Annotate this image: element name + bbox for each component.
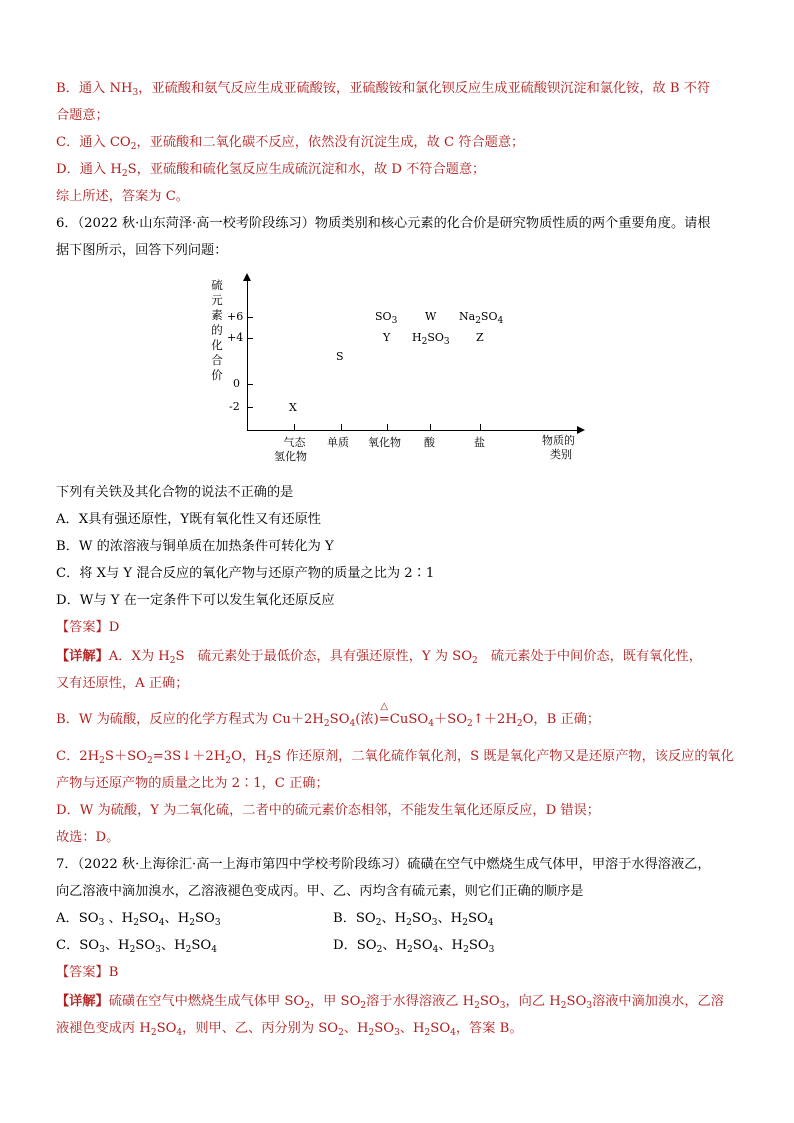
y-axis-arrow [243, 273, 251, 281]
x-axis-label: 物质的 类别 [542, 434, 575, 461]
q7-option-b: B．$SO_2$、$H_2SO_3$、$H_2SO_4$ [333, 911, 494, 928]
q6-answer: 【答案】D [56, 620, 120, 635]
q7-stem-line2: 向乙溶液中滴加溴水，乙溶液褪色变成丙。甲、乙、丙均含有硫元素，则它们正确的顺序是 [56, 884, 584, 899]
q6-stem-line2: 据下图所示，回答下列问题： [56, 243, 228, 258]
q6-detail-a-line2: 又有还原性，A 正确； [56, 676, 189, 691]
x-tick [480, 424, 481, 430]
q6-detail-d: D．W 为硫酸，Y 为二氧化硫，二者中的硫元素价态相邻，不能发生氧化还原反应，D 错误； [56, 803, 600, 818]
heat-symbol: △ = [378, 701, 390, 727]
point-so3: $SO_3$ [375, 310, 398, 326]
q6-detail-a-line1: 【详解】A．X为 $H_2S$ 硫元素处于最低价态，具有强还原性，Y 为 $SO_2$ 硫元素处于中间价态，既有氧化性， [56, 649, 702, 666]
y-tick-minus2 [247, 407, 253, 408]
valence-chart [200, 270, 600, 475]
q7-option-a: A．$SO_3$ 、$H_2SO_4$、$H_2SO_3$ [56, 911, 221, 928]
q6-option-b: B．W 的浓溶液与铜单质在加热条件可转化为 Y [56, 539, 334, 554]
y-tick-label: +6 [227, 310, 244, 323]
point-y: Y [383, 331, 391, 344]
x-category-salt: 盐 [474, 436, 485, 449]
q7-detail-line2: 液褪色变成丙 $H_2SO_4$，则甲、乙、丙分别为 $SO_2$、$H_2SO_3$、$H_2SO_4$，答案 B。 [56, 1021, 523, 1038]
y-tick-label: 0 [233, 377, 240, 390]
q7-stem-line1: 7．（2022 秋·上海徐汇·高一上海市第四中学校考阶段练习）硫磺在空气中燃烧生成气体甲，甲溶于水得溶液乙， [56, 857, 711, 872]
point-h2so3: $H_2SO_3$ [412, 331, 450, 347]
x-category-acid: 酸 [424, 436, 435, 449]
x-tick [387, 424, 388, 430]
x-tick [294, 424, 295, 430]
y-tick-label: +4 [227, 331, 244, 344]
point-s: S [336, 350, 344, 363]
x-category-oxide: 氧化物 [368, 436, 401, 449]
q6-option-d: D．W与 Y 在一定条件下可以发生氧化还原反应 [56, 593, 335, 608]
x-category-element: 单质 [327, 436, 349, 449]
x-tick [341, 424, 342, 430]
y-tick-plus6 [247, 317, 253, 318]
y-tick-plus4 [247, 338, 253, 339]
q6-detail-c-line2: 产物与还原产物的质量之比为 2∶1，C 正确； [56, 776, 329, 791]
y-tick-label: -2 [229, 400, 240, 413]
q7-option-c: C．$SO_3$、$H_2SO_3$、$H_2SO_4$ [56, 938, 217, 955]
x-category-gaseous-hydride: 气态 氢化物 [274, 436, 307, 463]
point-na2so4: $Na_2SO_4$ [459, 310, 504, 326]
q7-detail-line1: 【详解】硫磺在空气中燃烧生成气体甲 $SO_2$，甲 $SO_2$溶于水得溶液乙 $H_2SO_3$，向乙 $H_2SO_3$溶液中滴加溴水，乙溶 [56, 994, 724, 1011]
q6-question: 下列有关铁及其化合物的说法不正确的是 [56, 485, 294, 500]
q6-detail-b: B．W 为硫酸，反应的化学方程式为 $Cu+2H_2SO_4$(浓) △ $=CuSO_4+SO_2↑+2H_2O$，B 正确； [56, 701, 601, 729]
q5-option-b-line1: B．通入 $NH_3$，亚硫酸和氨气反应生成亚硫酸铵，亚硫酸铵和氯化钡反应生成亚硫酸钡沉淀和氯化铵，故 B 不符 [56, 81, 711, 98]
x-tick [430, 424, 431, 430]
q7-answer: 【答案】B [56, 965, 119, 980]
q5-option-c: C．通入 $CO_2$，亚硫酸和二氧化碳不反应，依然没有沉淀生成，故 C 符合题意； [56, 135, 525, 152]
q7-option-d: D．$SO_2$、$H_2SO_4$、$H_2SO_3$ [333, 938, 495, 955]
point-w: W [425, 310, 437, 323]
y-tick-0 [247, 384, 253, 385]
q6-conclusion: 故选：D。 [56, 830, 120, 845]
q6-detail-c-line1: C．$2H_2S+SO_2=3S↓+2H_2O$，$H_2S$ 作还原剂，二氧化硫作氧化剂，S 既是氧化产物又是还原产物，该反应的氧化 [56, 749, 734, 766]
q5-summary: 综上所述，答案为 C。 [56, 189, 189, 204]
y-axis-label: 硫 元 素 的 化 合 价 [211, 278, 223, 382]
q6-option-c: C．将 X与 Y 混合反应的氧化产物与还原产物的质量之比为 2∶1 [56, 566, 435, 581]
x-axis [247, 430, 577, 431]
q6-stem-line1: 6．（2022 秋·山东菏泽·高一校考阶段练习）物质类别和核心元素的化合价是研究物质性质的两个重要角度。请根 [56, 216, 711, 231]
point-x: X [289, 401, 297, 414]
point-z: Z [476, 331, 484, 344]
x-axis-arrow [577, 426, 585, 434]
q5-option-d: D．通入 $H_2S$，亚硫酸和硫化氢反应生成硫沉淀和水，故 D 不符合题意； [56, 162, 486, 179]
q6-option-a: A．X具有强还原性，Y既有氧化性又有还原性 [56, 512, 321, 527]
q5-option-b-line2: 合题意； [56, 108, 109, 123]
